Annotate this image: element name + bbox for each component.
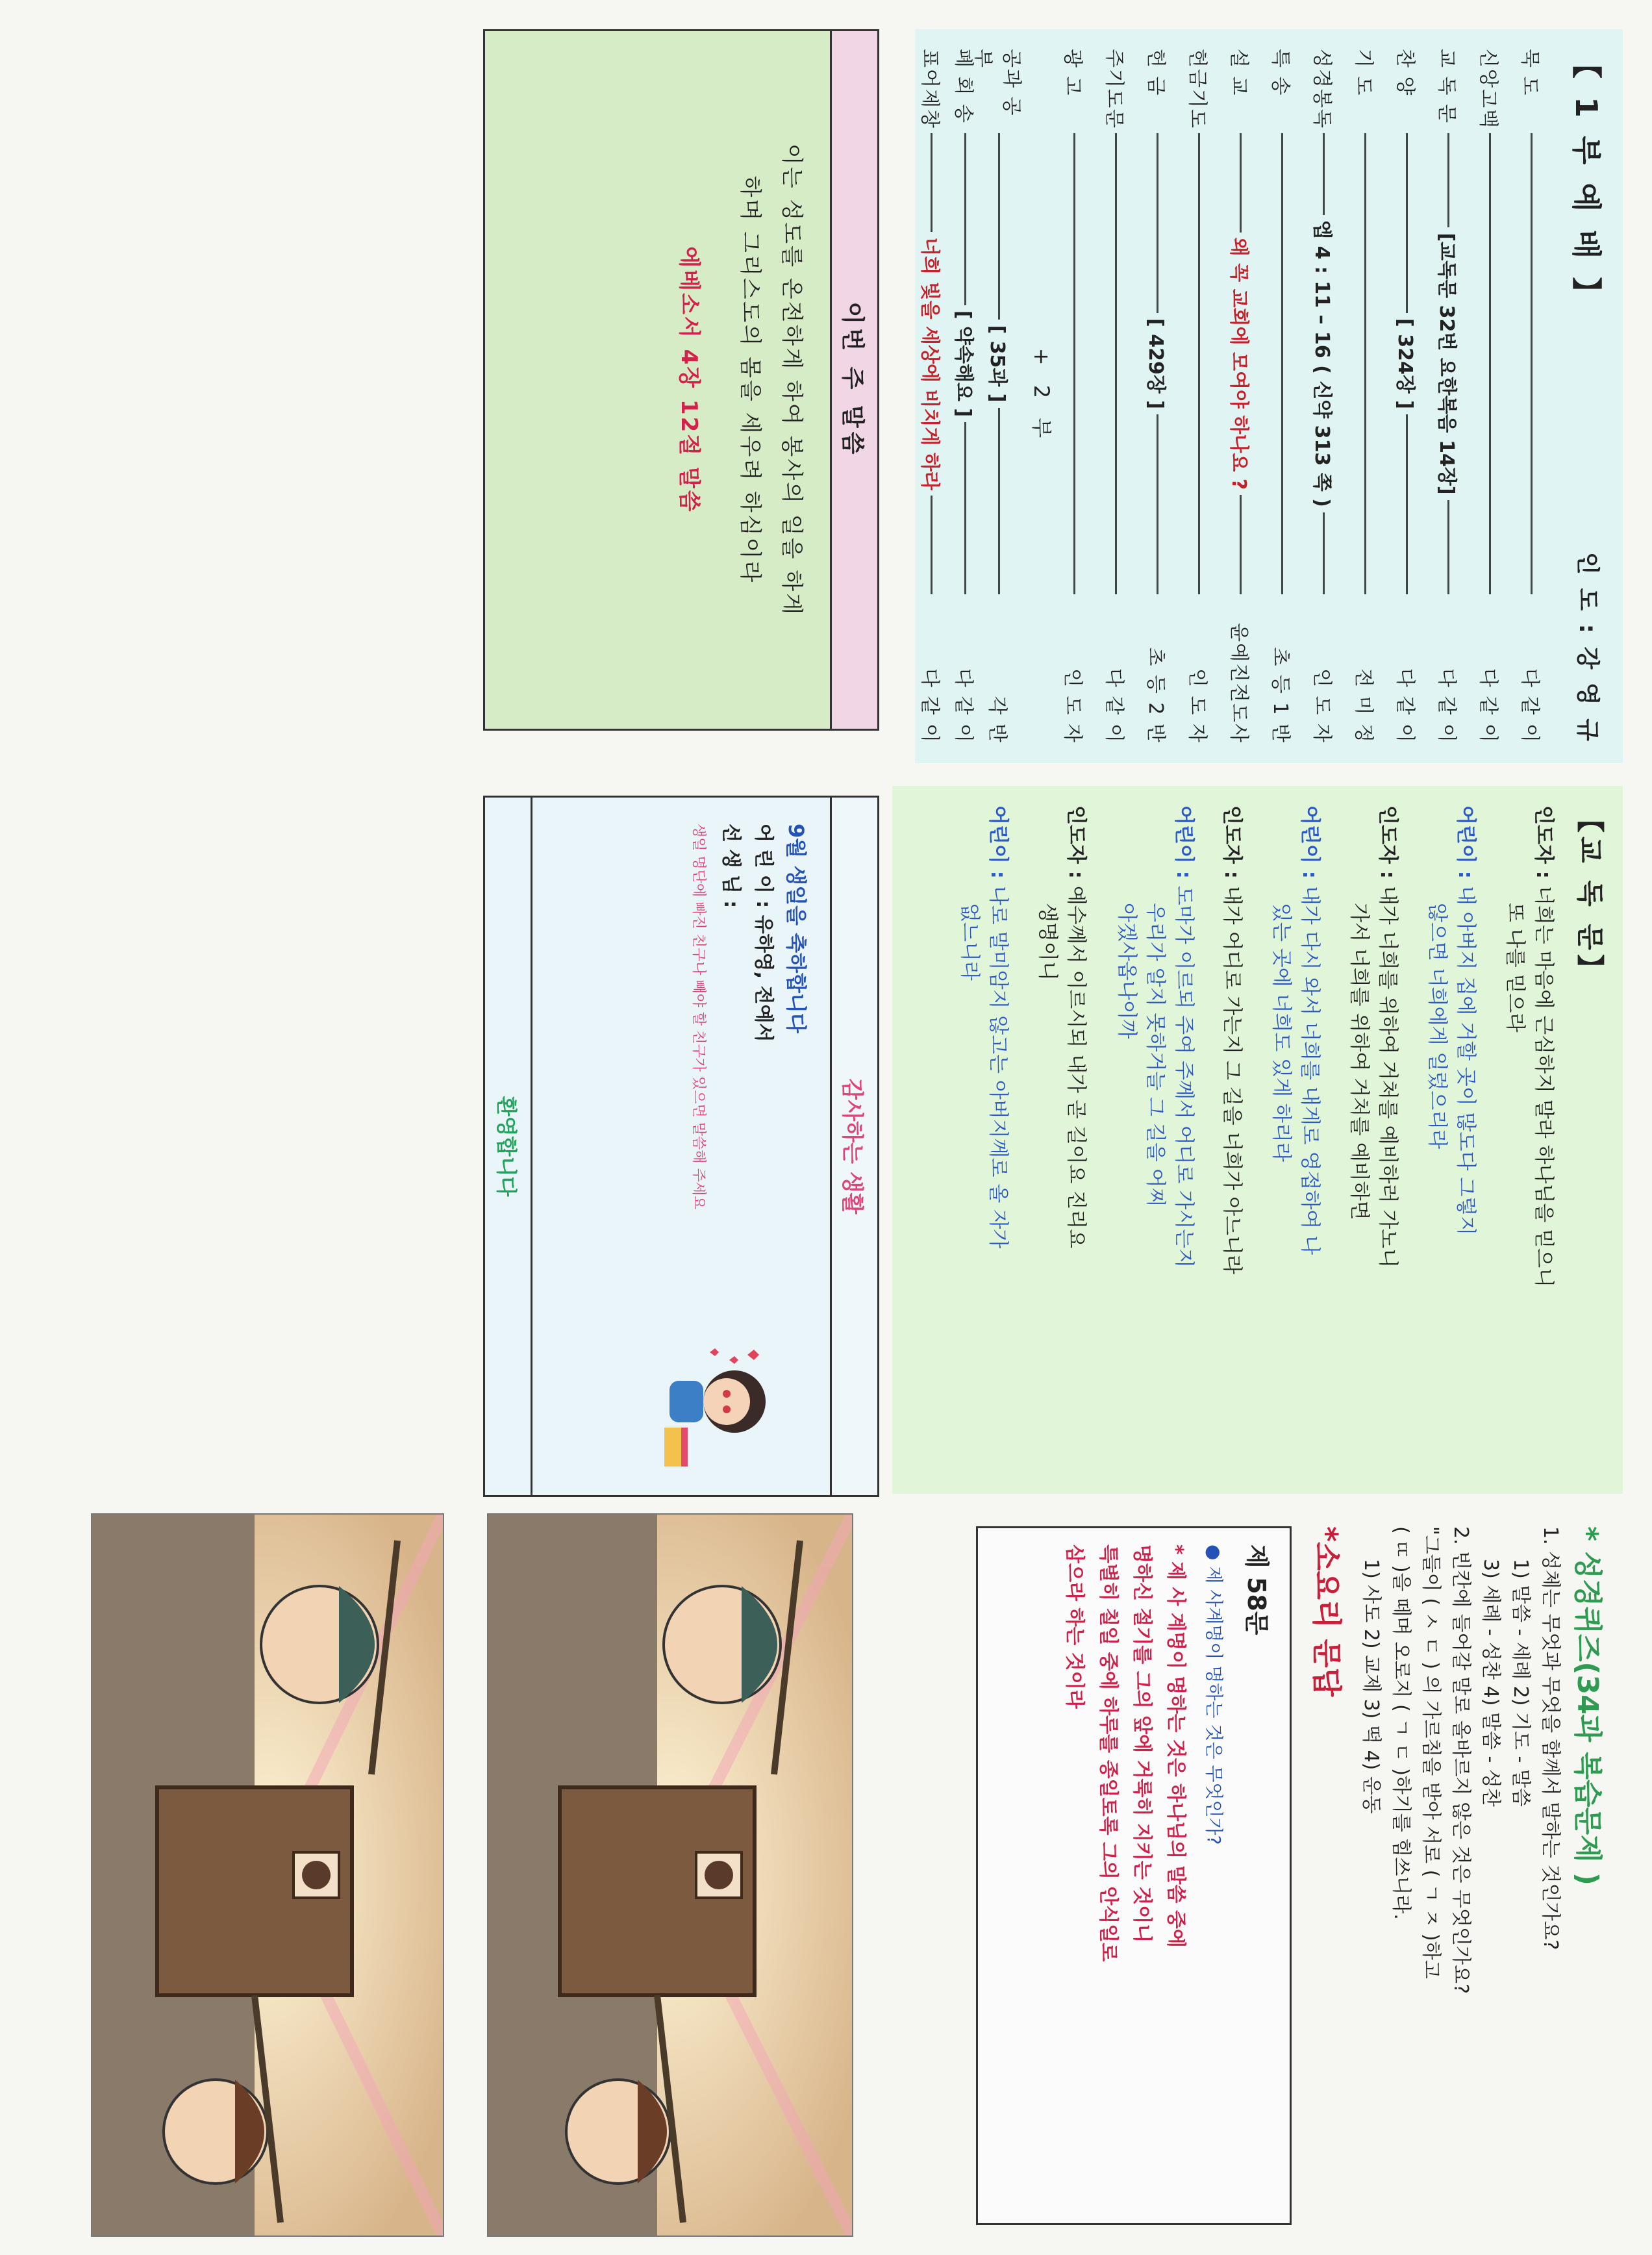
worship-order-panel bbox=[915, 29, 1623, 763]
quiz-question-2-text-a: "그들이 ( ㅅ ㄷ ) 의 가르침을 받아 서로 ( ㄱ ㅈ )하고 bbox=[1420, 1526, 1442, 1979]
reading-text: 너희는 마음에 근심하지 말라 하나님을 믿으니 bbox=[1532, 885, 1555, 1288]
worship-item-leader-line bbox=[1144, 133, 1172, 594]
worship-order-row bbox=[971, 49, 1023, 744]
worship-item-label: 공과 공부 bbox=[971, 49, 1023, 117]
bible-quiz-heading: * 성경퀴즈(34과 복습문제 ) bbox=[1571, 1526, 1604, 1885]
catechism-question: ● 제 사계명이 명하는 것은 무엇인가? bbox=[1203, 1544, 1225, 1845]
worship-item-detail: [ 35과 ] bbox=[986, 325, 1008, 403]
responsive-reading-heading: 【교 독 문】 bbox=[1574, 805, 1606, 985]
reading-text-continued: 없느니라 bbox=[958, 903, 981, 981]
worship-order-row bbox=[1305, 49, 1344, 744]
worship-item-person: 다 같 이 bbox=[1477, 668, 1499, 744]
worship-item-label: 광 고 bbox=[1061, 49, 1084, 97]
worship-item-label: 기 도 bbox=[1352, 49, 1375, 97]
dash-rule bbox=[999, 133, 1001, 320]
dash-rule bbox=[965, 422, 967, 594]
catechism-answer-line-4: 삼으라 하는 것이라 bbox=[1063, 1544, 1086, 1709]
worship-item-detail: 너희 빛을 세상에 비치게 하라 bbox=[918, 237, 941, 490]
reading-text: 내 아버지 집에 거할 곳이 많도다 그렇지 bbox=[1454, 885, 1477, 1236]
dash-rule bbox=[1323, 512, 1325, 594]
worship-item-label: 주기도문 bbox=[1103, 49, 1125, 129]
reading-text-continued: 생명이니 bbox=[1036, 903, 1059, 981]
dash-rule bbox=[1240, 495, 1242, 594]
reading-text-continued: 가서 너희를 위하여 거처를 예비하면 bbox=[1347, 903, 1371, 1220]
worship-order-row bbox=[1138, 49, 1177, 744]
worship-item-detail: 왜 꼭 교회에 모여야 하나요 ? bbox=[1227, 237, 1250, 490]
catechism-number: 제 58문 bbox=[1242, 1544, 1271, 1635]
worship-item-label: 교 독 문 bbox=[1435, 49, 1458, 125]
reading-text: 내가 다시 와서 너희를 내게로 영접하여 나 bbox=[1298, 885, 1321, 1255]
reading-text-continued: 우리가 알지 못하거늘 그 길을 어찌 bbox=[1144, 903, 1167, 1207]
worship-item-leader-line bbox=[918, 133, 946, 594]
worship-item-label: 설 교 bbox=[1227, 49, 1250, 97]
worship-item-person: 윤예진전도사 bbox=[1227, 623, 1250, 744]
speaker-label: 인도자 : bbox=[1220, 805, 1244, 886]
dash-rule bbox=[1490, 133, 1492, 594]
dash-rule bbox=[1407, 414, 1408, 594]
quiz-question-2-text-b: ( ㄸ )을 떼며 오로지 ( ㄱ ㄷ )하기를 힘쓰니라. bbox=[1390, 1526, 1412, 1920]
catechism-answer-line-2: 명하신 절기를 그의 앞에 거룩히 지키는 것이니 bbox=[1131, 1544, 1153, 1943]
worship-item-leader-line bbox=[1074, 133, 1076, 594]
thanks-panel bbox=[483, 796, 879, 1497]
verse-line-1: 이는 성도를 온전하게 하여 봉사의 일을 하게 bbox=[779, 143, 805, 617]
worship-item-person: 다 같 이 bbox=[1394, 668, 1416, 744]
worship-item-detail: [ 324장 ] bbox=[1394, 318, 1416, 409]
dash-rule bbox=[1448, 133, 1450, 227]
worship-item-person: 초 등 1 반 bbox=[1269, 647, 1292, 744]
worship-order-row bbox=[1097, 49, 1136, 744]
worship-item-person: 초 등 2 반 bbox=[1144, 647, 1167, 744]
dash-rule bbox=[1116, 133, 1118, 594]
reading-text: 내가 어디로 가는지 그 길을 너희가 아느니라 bbox=[1220, 885, 1244, 1274]
dash-rule bbox=[1448, 500, 1450, 594]
worship-order-header bbox=[1571, 49, 1610, 744]
worship-item-person: 다 같 이 bbox=[918, 668, 941, 744]
worship-item-person: 전 미 정 bbox=[1352, 668, 1375, 744]
worship-item-leader-line bbox=[951, 133, 980, 594]
reading-text-continued: 않으면 너희에게 일렀으리라 bbox=[1425, 903, 1449, 1150]
worship-order-row bbox=[946, 49, 985, 744]
leader-reading-line bbox=[1501, 805, 1558, 1474]
speaker-label: 인도자 : bbox=[1376, 805, 1399, 886]
worship-order-row bbox=[1263, 49, 1302, 744]
worship-item-label: 특 송 bbox=[1269, 49, 1292, 97]
quiz-question-1: 1. 성체는 무엇과 무엇을 함께서 말하는 것인가요? bbox=[1539, 1526, 1562, 1950]
dash-rule bbox=[1199, 133, 1201, 594]
catechism-answer bbox=[1057, 1544, 1192, 2210]
worship-item-person: 다 같 이 bbox=[952, 668, 975, 744]
worship-item-detail: 엡 4 : 11 – 16 ( 신약 313 쪽 ) bbox=[1310, 220, 1333, 507]
catechism-answer-line-1: * 제 사 계명이 명하는 것은 하나님의 말씀 중에 bbox=[1164, 1544, 1187, 1948]
child-response-line bbox=[955, 805, 1012, 1474]
dash-rule bbox=[931, 496, 933, 594]
worship-item-leader-line bbox=[1282, 133, 1284, 594]
worship-item-person: 인 도 자 bbox=[1186, 668, 1208, 744]
worship-item-person: 다 같 이 bbox=[1103, 668, 1125, 744]
birthday-girl-illustration bbox=[650, 1330, 780, 1480]
reading-text: 나로 말미암지 않고는 아버지께로 올 자가 bbox=[986, 885, 1010, 1249]
worship-item-label: 헌금기도 bbox=[1186, 49, 1208, 129]
reading-text: 도마가 이르되 주여 주께서 어디로 가시는지 bbox=[1172, 885, 1195, 1268]
worship-item-leader-line bbox=[1490, 133, 1492, 594]
worship-item-leader-line bbox=[985, 133, 1014, 594]
worship-item-leader-line bbox=[1227, 133, 1255, 594]
birthday-note: 생일 명단에 빠진 친구나 빼야 할 친구가 있으면 말씀해 주세요 bbox=[690, 824, 707, 1210]
leader-reading-line bbox=[1218, 805, 1246, 1474]
child-response-line bbox=[1112, 805, 1198, 1474]
quiz-question-1-options-a: 1) 말씀 - 세례 2) 기도 - 말씀 bbox=[1509, 1559, 1532, 1807]
worship-item-leader-line bbox=[1531, 133, 1533, 594]
worship-item-person: 각 반 bbox=[986, 696, 1008, 744]
dash-rule bbox=[965, 133, 967, 305]
worship-item-leader-line bbox=[1116, 133, 1118, 594]
illustration-scene-bottom bbox=[92, 1515, 443, 2236]
worship-order-row bbox=[1429, 49, 1468, 744]
bible-quiz-panel bbox=[895, 1513, 1623, 2234]
worship-order-row bbox=[1471, 49, 1510, 744]
worship-item-leader-line bbox=[1199, 133, 1201, 594]
dash-rule bbox=[1240, 133, 1242, 233]
worship-order-row bbox=[1388, 49, 1427, 744]
worship-item-detail: [ 약속해요 ] bbox=[952, 310, 975, 418]
leader-reading-line bbox=[1033, 805, 1090, 1474]
worship-item-label: 폐 회 송 bbox=[952, 49, 975, 125]
reading-text: 내가 너희를 위하여 거처를 예비하러 가노니 bbox=[1376, 885, 1399, 1268]
worship-order-title: 【 1 부 예 배 】 bbox=[1569, 49, 1604, 311]
dash-rule bbox=[1282, 133, 1284, 594]
speaker-label: 인도자 : bbox=[1532, 805, 1555, 886]
verse-reference: 에베소서 4장 12절 말씀 bbox=[676, 246, 702, 514]
dash-rule bbox=[1323, 133, 1325, 215]
child-response-line bbox=[1267, 805, 1324, 1474]
dash-rule bbox=[1407, 133, 1408, 313]
speaker-label: 인도자 : bbox=[1064, 805, 1088, 886]
leader-reading-line bbox=[1345, 805, 1402, 1474]
worship-item-detail: [ 429장 ] bbox=[1144, 318, 1167, 409]
worship-item-leader-line bbox=[1310, 133, 1338, 594]
part2-label: + 2 부 bbox=[1029, 347, 1054, 445]
worship-order-row bbox=[1512, 49, 1551, 744]
reading-text-continued: 있는 곳에 너희도 있게 하리라 bbox=[1270, 903, 1293, 1162]
worship-item-label: 표어제창 bbox=[918, 49, 941, 129]
speaker-label: 어린이 : bbox=[1298, 805, 1321, 886]
reading-text-continued: 아겠사옵나이까 bbox=[1115, 903, 1138, 1039]
worship-item-label: 성경봉독 bbox=[1310, 49, 1333, 129]
spot-difference-illustration-bottom bbox=[91, 1513, 444, 2237]
dash-rule bbox=[1157, 133, 1159, 313]
worship-item-label: 찬 양 bbox=[1394, 49, 1416, 97]
catechism-heading: *소요리 문답 bbox=[1309, 1526, 1344, 1697]
dash-rule bbox=[1074, 133, 1076, 594]
worship-item-label: 헌 금 bbox=[1144, 49, 1167, 97]
worship-item-person: 다 같 이 bbox=[1435, 668, 1458, 744]
worship-order-row bbox=[1221, 49, 1260, 744]
worship-item-leader-line bbox=[1434, 133, 1463, 594]
worship-item-label: 신앙고백 bbox=[1477, 49, 1499, 129]
worship-item-leader-line bbox=[1393, 133, 1421, 594]
worship-item-person: 다 같 이 bbox=[1518, 668, 1541, 744]
weekly-verse-panel bbox=[483, 29, 879, 731]
worship-order-row bbox=[1180, 49, 1219, 744]
worship-item-person: 인 도 자 bbox=[1310, 668, 1333, 744]
weekly-verse-heading: 이번 주 말씀 bbox=[830, 31, 877, 729]
reading-text: 예수께서 이르시되 내가 곧 길이요 진리요 bbox=[1064, 885, 1088, 1249]
weekly-verse-body bbox=[668, 64, 812, 696]
welcome-banner: 환영합니다 bbox=[485, 798, 532, 1495]
dash-rule bbox=[1365, 133, 1367, 594]
responsive-reading-panel bbox=[892, 786, 1623, 1494]
worship-item-person: 인 도 자 bbox=[1061, 668, 1084, 744]
worship-order-row bbox=[1346, 49, 1385, 744]
child-response-line bbox=[1423, 805, 1480, 1474]
quiz-question-2: 2. 빈칸에 들어갈 말로 올바르지 않은 것은 무엇인가요? bbox=[1449, 1526, 1472, 1994]
spot-difference-illustration-top bbox=[487, 1513, 853, 2237]
thanks-heading: 감사하는 생활 bbox=[830, 798, 877, 1495]
quiz-question-2-options: 1) 사도 2) 교제 3) 떡 4) 운동 bbox=[1360, 1559, 1383, 1814]
catechism-box bbox=[976, 1526, 1292, 2225]
worship-item-label: 묵 도 bbox=[1518, 49, 1541, 97]
worship-leader: 인 도 : 강 영 규 bbox=[1574, 552, 1601, 744]
dash-rule bbox=[1531, 133, 1533, 594]
catechism-answer-line-3: 특별히 칠일 중에 하루를 종일토록 그의 안식일로 bbox=[1097, 1544, 1120, 1962]
worship-order-row bbox=[912, 49, 951, 744]
quiz-question-1-options-b: 3) 세례 - 성찬 4) 말씀 - 성찬 bbox=[1479, 1559, 1502, 1807]
birthday-teachers: 선 생 님 : bbox=[720, 824, 742, 909]
birthday-heading: 9월 생일을 축하합니다 bbox=[784, 824, 808, 1033]
worship-item-leader-line bbox=[1365, 133, 1367, 594]
dash-rule bbox=[1157, 414, 1159, 594]
speaker-label: 어린이 : bbox=[986, 805, 1010, 886]
speaker-label: 어린이 : bbox=[1172, 805, 1195, 886]
reading-text-continued: 또 나를 믿으라 bbox=[1503, 903, 1527, 1033]
dash-rule bbox=[999, 408, 1001, 594]
worship-item-detail: [교독문 32번 요한복음 14장] bbox=[1435, 233, 1458, 495]
worship-order-row bbox=[1055, 49, 1094, 744]
birthday-kids: 어 린 이 : 유하영, 전예서 bbox=[752, 824, 775, 1042]
verse-line-2: 하며 그리스도의 몸을 세우려 하심이라 bbox=[737, 175, 763, 585]
dash-rule bbox=[931, 133, 933, 232]
speaker-label: 어린이 : bbox=[1454, 805, 1477, 886]
illustration-scene-top bbox=[488, 1515, 852, 2236]
